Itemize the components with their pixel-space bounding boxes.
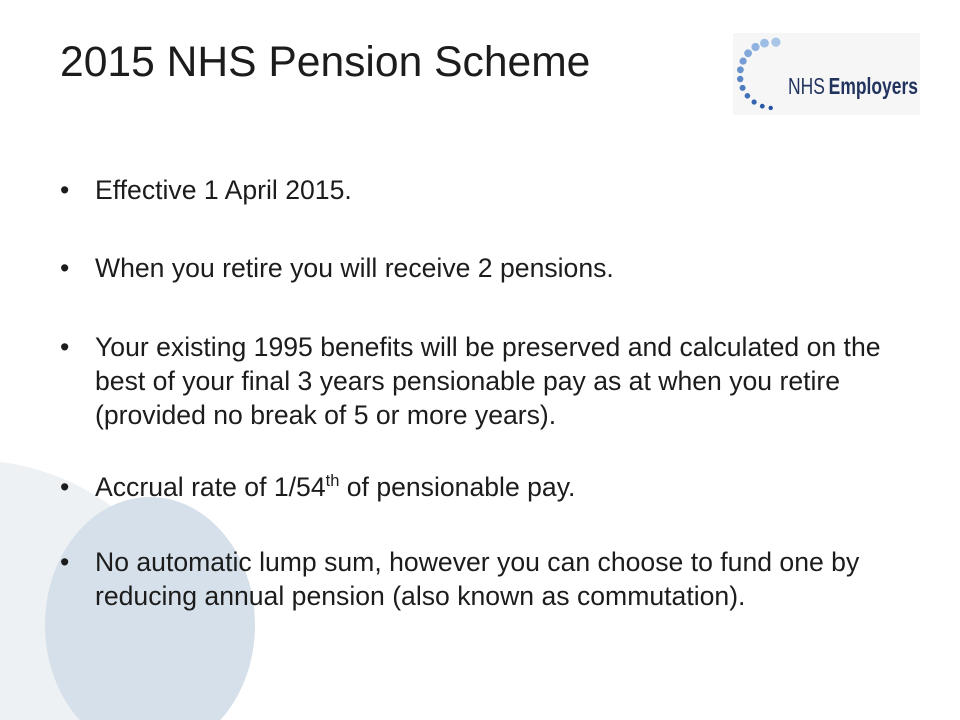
bullet-item: [60, 330, 930, 432]
logo-dot: [760, 39, 769, 48]
bullet-text-segment: Accrual rate of 1/54: [95, 472, 326, 502]
bullet-text-line: Effective 1 April 2015.: [95, 175, 352, 205]
bullet-marker: •: [60, 472, 70, 502]
slide-title: 2015 NHS Pension Scheme: [60, 38, 591, 86]
bullet-marker: •: [60, 253, 70, 283]
bullet-item: [60, 251, 930, 285]
bullet-text: [95, 545, 930, 613]
logo-dot: [771, 38, 780, 47]
logo-text-nhs: NHS: [788, 73, 837, 99]
logo-dot: [745, 93, 751, 99]
bullet-item: [60, 173, 930, 207]
bullet-text-line: [95, 470, 930, 508]
bullet-marker: •: [60, 175, 70, 205]
bullet-text: [95, 251, 930, 285]
bullet-text-line: (provided no break of 5 or more years).: [95, 400, 557, 430]
logo-dot: [740, 85, 746, 91]
bullet-marker: •: [60, 332, 70, 362]
logo-dot: [769, 106, 773, 110]
bullet-text: [95, 470, 930, 508]
logo-dot: [760, 104, 765, 109]
bullet-text-segment: of pensionable pay.: [339, 472, 576, 502]
bullet-marker: •: [60, 547, 70, 577]
bullet-text-line: When you retire you will receive 2 pensions.: [95, 253, 614, 283]
bullet-text: [95, 330, 930, 432]
bullet-text-line: Your existing 1995 benefits will be preserved and calculated on the: [95, 332, 881, 362]
bullet-text-line: No automatic lump sum, however you can choose to fund one by: [95, 547, 860, 577]
bullet-text-line: best of your final 3 years pensionable pay as at when you retire: [95, 366, 841, 396]
logo-wordmark: [788, 73, 947, 99]
logo-dot: [737, 76, 743, 82]
logo-dot: [752, 99, 757, 104]
logo-text-employers: Employers: [828, 73, 947, 99]
bullet-item: [60, 545, 930, 613]
logo-dot: [744, 49, 752, 57]
bullet-text: [95, 173, 930, 207]
bullet-item: [60, 470, 930, 508]
nhs-employers-logo: [733, 33, 947, 115]
logo-dots: [737, 38, 781, 111]
logo-dot: [737, 66, 744, 73]
bullet-text-line: reducing annual pension (also known as commutation).: [95, 581, 746, 611]
logo-dot: [740, 58, 747, 65]
ordinal-superscript: th: [325, 472, 340, 490]
logo-graphic: [733, 33, 947, 115]
logo-dot: [751, 43, 759, 51]
